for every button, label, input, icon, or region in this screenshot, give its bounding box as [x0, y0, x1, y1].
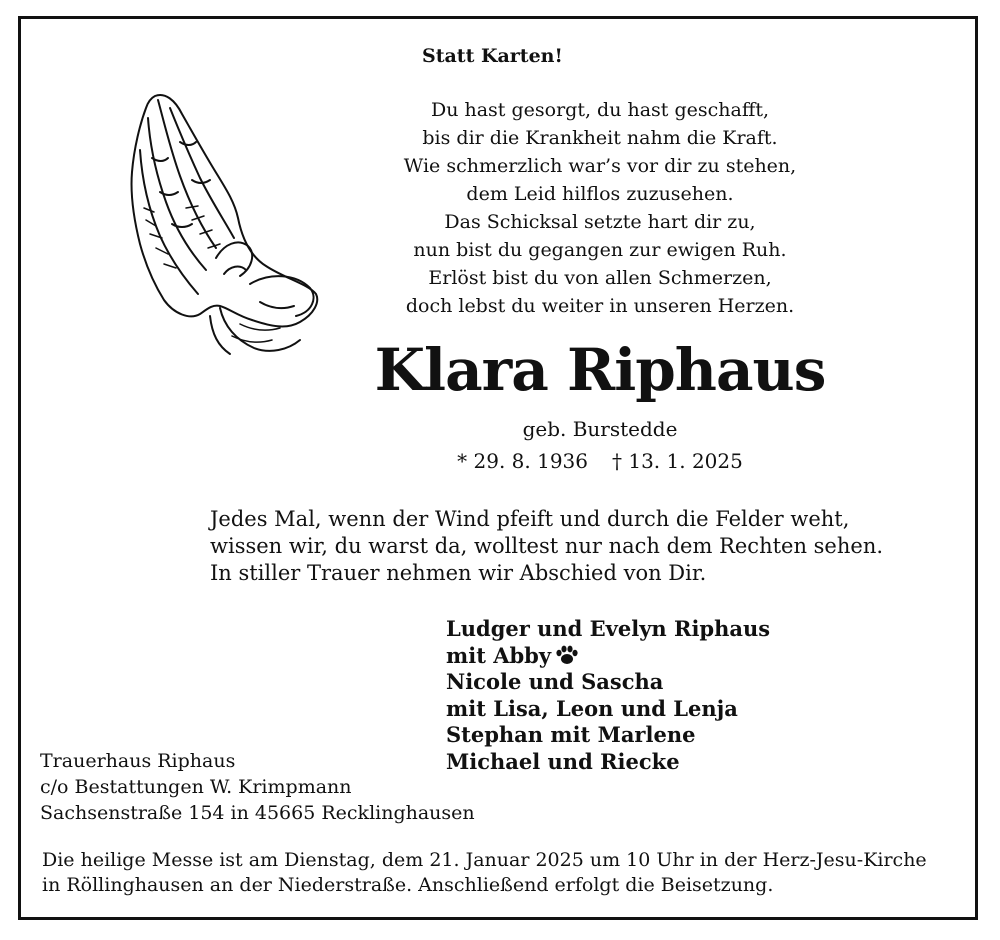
death-date: † 13. 1. 2025	[612, 449, 743, 473]
family-line: Stephan mit Marlene	[446, 722, 696, 747]
mourning-quote	[210, 506, 883, 587]
family-line: mit Lisa, Leon und Lenja	[446, 695, 738, 721]
address-line: Trauerhaus Riphaus	[40, 750, 236, 772]
poem-line: Wie schmerzlich war’s vor dir zu stehen,	[403, 155, 797, 177]
mourning-house-address	[40, 748, 475, 826]
poem	[380, 96, 820, 320]
family-line: Michael und Riecke	[446, 748, 680, 774]
quote-line: wissen wir, du warst da, wolltest nur nach dem Rechten sehen.	[210, 534, 884, 558]
poem-line: Erlöst bist du von allen Schmerzen,	[428, 267, 772, 289]
family-line: Ludger und Evelyn Riphaus	[446, 616, 771, 641]
poem-line: nun bist du gegangen zur ewigen Ruh.	[413, 239, 787, 261]
praying-hands-icon	[120, 88, 320, 358]
address-line: Sachsenstraße 154 in 45665 Recklinghausen	[40, 802, 475, 824]
poem-line: dem Leid hilflos zuzusehen.	[466, 183, 734, 205]
family-signature	[446, 616, 770, 775]
birth-date: * 29. 8. 1936	[457, 449, 588, 473]
quote-line: In stiller Trauer nehmen wir Abschied von Dir.	[210, 561, 707, 585]
born-name: geb. Burstedde	[522, 417, 678, 441]
quote-line: Jedes Mal, wenn der Wind pfeift und durch die Felder weht,	[210, 507, 850, 531]
poem-line: Das Schicksal setzte hart dir zu,	[444, 211, 756, 233]
statt-karten-heading: Statt Karten!	[422, 45, 563, 67]
poem-line: bis dir die Krankheit nahm die Kraft.	[422, 127, 778, 149]
notice-line: Die heilige Messe ist am Dienstag, dem 21. Januar 2025 um 10 Uhr in der Herz-Jesu-Kirche	[42, 849, 927, 871]
funeral-notice	[42, 848, 927, 898]
family-line: mit Abby	[446, 642, 552, 668]
life-dates	[380, 449, 820, 473]
paw-print-icon	[555, 645, 579, 665]
family-line-with-paw	[446, 643, 770, 670]
deceased-name: Klara Riphaus	[374, 336, 826, 404]
notice-line: in Röllinghausen an der Niederstraße. Anschließend erfolgt die Beisetzung.	[42, 874, 774, 896]
poem-line: doch lebst du weiter in unseren Herzen.	[405, 295, 795, 317]
poem-line: Du hast gesorgt, du hast geschafft,	[430, 99, 770, 121]
address-line: c/o Bestattungen W. Krimpmann	[40, 776, 352, 798]
family-line: Nicole und Sascha	[446, 669, 664, 694]
